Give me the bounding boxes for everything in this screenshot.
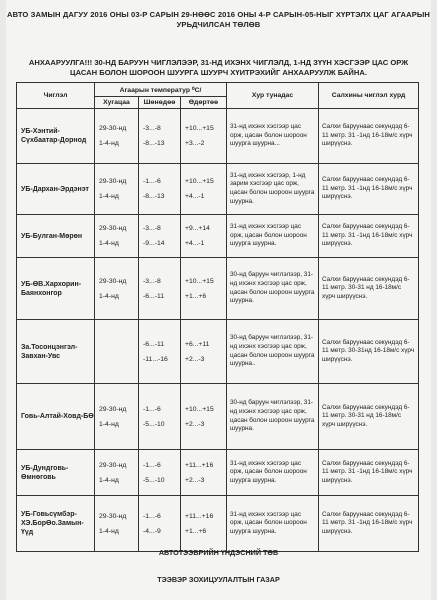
period-1 xyxy=(95,337,138,352)
wind-cell: Салхи баруунаас секундэд 6-11 метр. 30-31 нд 16-18м/с хүрч ширүүснэ. xyxy=(319,384,419,450)
wind-cell: Салхи баруунаас секундэд 6-11 метр. 31 -1нд 16-18м/с хүрч ширүүснэ. xyxy=(319,496,419,552)
period-1: 29-30-нд xyxy=(99,512,127,520)
period-cell xyxy=(95,258,139,320)
period-cell xyxy=(95,450,139,496)
night-temp-2: -5...-10 xyxy=(143,420,165,428)
route-name: УБ-Булган-Мөрөн xyxy=(17,215,95,258)
night-temp-2: -5...-10 xyxy=(143,476,165,484)
night-temp-cell xyxy=(139,384,181,450)
day-temp-2: +2...-3 xyxy=(185,420,205,428)
day-temp-1: +11...+16 xyxy=(185,461,214,469)
night-temp-cell xyxy=(139,258,181,320)
day-temp-1: +10...+15 xyxy=(185,125,214,132)
header-route: Чиглэл xyxy=(17,83,95,109)
header-temperature: Агаарын температур ⁰C/ xyxy=(95,83,227,97)
day-temp-1: +6...+11 xyxy=(185,340,210,348)
header-day: Өдөртөө xyxy=(181,97,227,109)
night-temp-1: -1...-6 xyxy=(143,178,161,185)
weather-cell: 30-нд баруун чиглэлээр, 31-нд ихэнх хэсгээр цас орж, цасан болон шороон шуурга шуурна. xyxy=(227,258,319,320)
night-temp-cell xyxy=(139,215,181,258)
weather-cell: 31-нд ихэнх хэсгээр цас орж, цасан болон шороон шуурга шуурна. xyxy=(227,215,319,258)
route-name: УБ-Хэнтий-Сүхбаатар-Дорнод xyxy=(17,109,95,164)
day-temp-1: +10...+15 xyxy=(185,277,214,285)
header-weather: Хур тунадас xyxy=(227,83,319,109)
day-temp-2: +1...+6 xyxy=(185,527,207,535)
night-temp-2: -8...-13 xyxy=(143,193,165,200)
day-temp-2: +3...-2 xyxy=(185,140,205,147)
table-row xyxy=(17,164,419,215)
table-row xyxy=(17,258,419,320)
night-temp-2: -6...-11 xyxy=(143,292,165,300)
table-header-row xyxy=(17,83,419,97)
period-2 xyxy=(95,352,138,367)
period-1: 29-30-нд xyxy=(99,178,127,185)
weather-cell: 31-нд ихэнх хэсгээр цас орж, цасан болон шороон шуурга шуурна. xyxy=(227,496,319,552)
period-1: 29-30-нд xyxy=(99,277,127,285)
wind-cell: Салхи баруунаас секундэд 6-11 метр. 30-31 нд 16-18м/с хүрч ширүүснэ. xyxy=(319,258,419,320)
wind-cell: Салхи баруунаас секундэд 6-11 метр. 31 -1нд 16-18м/с хүрч ширүүснэ. xyxy=(319,164,419,215)
night-temp-cell xyxy=(139,164,181,215)
day-temp-1: +10...+15 xyxy=(185,405,214,413)
period-cell xyxy=(95,384,139,450)
weather-cell: 30-нд баруун чиглэлээр, 31-нд ихэнх хэсгээр цас орж, цасан болон шороон шуурга шуурна. xyxy=(227,384,319,450)
wind-cell: Салхи баруунаас секундэд 6-11 метр. 31 -1нд 16-18м/с хүрч ширүүснэ. xyxy=(319,215,419,258)
day-temp-cell xyxy=(181,384,227,450)
document-page xyxy=(6,0,431,600)
route-name: УБ-Говьсүмбэр-ХЭ.БорӨо.Замын-Үүд xyxy=(17,496,95,552)
day-temp-1: +10...+15 xyxy=(185,178,214,185)
night-temp-cell xyxy=(139,109,181,164)
day-temp-1: +9...+14 xyxy=(185,225,210,232)
day-temp-cell xyxy=(181,109,227,164)
day-temp-cell xyxy=(181,450,227,496)
weather-cell: 31-нд ихэнх хэсгээр цас орж, цасан болон шороон шуурга шуурна... xyxy=(227,109,319,164)
wind-cell: Салхи баруунаас секундэд 6-11 метр. 30-31нд 16-18м/с хүрч ширүүснэ. xyxy=(319,320,419,384)
header-wind: Салхины чиглэл хурд xyxy=(319,83,419,109)
period-2: 1-4-нд xyxy=(99,240,119,247)
period-1: 29-30-нд xyxy=(99,225,127,232)
night-temp-cell xyxy=(139,496,181,552)
table-row xyxy=(17,320,419,384)
night-temp-1: -6...-11 xyxy=(143,340,165,348)
day-temp-2: +2...-3 xyxy=(185,355,205,363)
footer-organization: АВТОТЭЭВРИЙН ҮНДЭСНИЙ ТӨВ xyxy=(158,548,279,557)
weather-cell: 30-нд баруун чиглэлээр, 31-нд ихэнх хэсгээр цас орж, цасан болон шороон шуурга шуурна.. xyxy=(227,320,319,384)
period-cell xyxy=(95,496,139,552)
period-2: 1-4-нд xyxy=(99,476,119,484)
day-temp-1: +11...+16 xyxy=(185,512,214,520)
period-2: 1-4-нд xyxy=(99,140,119,147)
day-temp-2: +4...-1 xyxy=(185,193,205,200)
table-row xyxy=(17,384,419,450)
period-cell xyxy=(95,109,139,164)
night-temp-cell xyxy=(139,450,181,496)
day-temp-cell xyxy=(181,164,227,215)
night-temp-1: -3...-8 xyxy=(143,225,161,232)
footer-department: ТЭЭВЭР ЗОХИЦУУЛАЛТЫН ГАЗАР xyxy=(157,575,280,584)
night-temp-cell xyxy=(139,320,181,384)
route-name: УБ-Дундговь-Өмнөговь xyxy=(17,450,95,496)
day-temp-2: +1...+6 xyxy=(185,292,207,300)
period-1: 29-30-нд xyxy=(99,405,127,413)
day-temp-2: +4...-1 xyxy=(185,240,205,247)
route-name: УБ-Дархан-Эрдэнэт xyxy=(17,164,95,215)
night-temp-2: -4...-9 xyxy=(143,527,161,535)
day-temp-cell xyxy=(181,258,227,320)
night-temp-1: -3...-8 xyxy=(143,125,161,132)
weather-cell: 31-нд ихэнх хэсгээр цас орж, цасан болон шороон шуурга шуурна. xyxy=(227,450,319,496)
weather-cell: 31-нд ихэнх хэсгээр, 1-нд зарим хэсгээр цас орж, цасан болон шороон шуурга шуурна. xyxy=(227,164,319,215)
table-row xyxy=(17,215,419,258)
wind-cell: Салхи баруунаас секундэд 6-11 метр. 31 -1нд 16-18м/с хүрч ширүүснэ. xyxy=(319,109,419,164)
night-temp-2: -8...-13 xyxy=(143,140,165,147)
period-1: 29-30-нд xyxy=(99,125,127,132)
forecast-table xyxy=(16,82,419,552)
night-temp-1: -1...-6 xyxy=(143,512,161,520)
period-cell xyxy=(95,215,139,258)
period-1: 29-30-нд xyxy=(99,461,127,469)
route-name: УБ-ӨВ.Хархорин-Баянхонгор xyxy=(17,258,95,320)
warning-notice: АНХААРУУЛГА!!! 30-НД БАРУУН ЧИГЛЭЛЭЭР, 31-НД ИХЭНХ ЧИГЛЭЛД, 1-НД ЗҮҮН ХЭСГЭЭР ЦАС ОРЖ ЦАСАН БОЛОН ШОРООН ШУУРГА ШУУРЧ ХҮИТРЭХИЙГ АНХААРУУЛЖ БАЙНА. xyxy=(28,58,409,77)
wind-cell: Салхи баруунаас секундэд 6-11 метр. 31 -1нд 16-18м/с хүрч ширүүснэ. xyxy=(319,450,419,496)
period-2: 1-4-нд xyxy=(99,193,119,200)
document-title: АВТО ЗАМЫН ДАГУУ 2016 ОНЫ 03-Р САРЫН 29-НӨӨС 2016 ОНЫ 4-Р САРЫН-05-НЫГ ХҮРТЭЛХ ЦАГ АГААРЫН УРЬДЧИЛСАН ТӨЛӨВ xyxy=(7,10,430,29)
header-night: Шөнөдөө xyxy=(139,97,181,109)
night-temp-1: -3...-8 xyxy=(143,277,161,285)
table-row xyxy=(17,450,419,496)
table-row xyxy=(17,496,419,552)
day-temp-cell xyxy=(181,496,227,552)
day-temp-2: +2...-3 xyxy=(185,476,205,484)
period-2: 1-4-нд xyxy=(99,527,119,535)
route-name: Говь-Алтай-Ховд-БӨ xyxy=(17,384,95,450)
night-temp-2: -9...-14 xyxy=(143,240,165,247)
table-row xyxy=(17,109,419,164)
night-temp-1: -1...-6 xyxy=(143,405,161,413)
night-temp-1: -1...-6 xyxy=(143,461,161,469)
day-temp-cell xyxy=(181,320,227,384)
route-name: За.Тосонцэнгэл-Завхан-Увс xyxy=(17,320,95,384)
period-cell xyxy=(95,320,139,384)
period-2: 1-4-нд xyxy=(99,292,119,300)
header-period: Хугацаа xyxy=(95,97,139,109)
night-temp-2: -11...-16 xyxy=(143,355,168,363)
period-cell xyxy=(95,164,139,215)
day-temp-cell xyxy=(181,215,227,258)
period-2: 1-4-нд xyxy=(99,420,119,428)
